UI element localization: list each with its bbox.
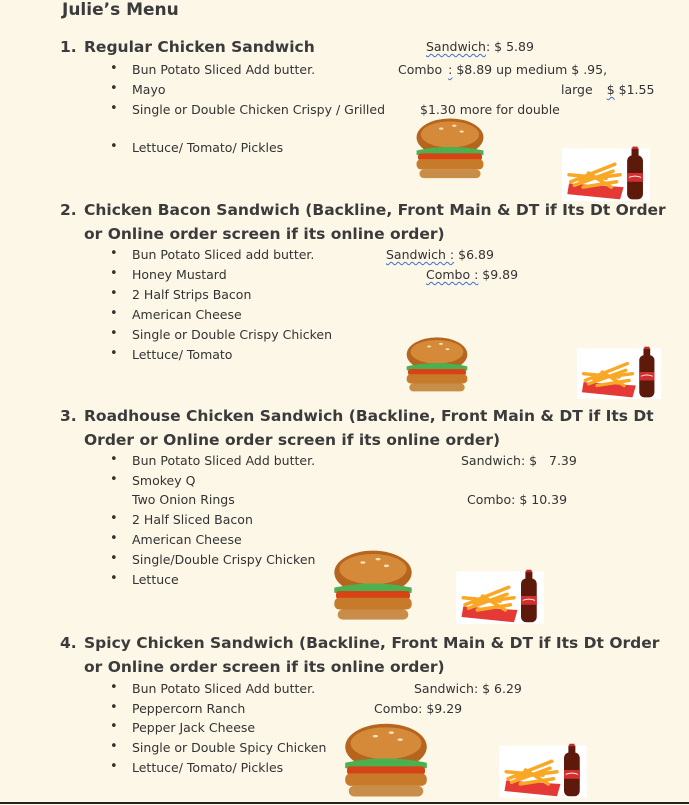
fries-and-cola-image (498, 742, 588, 798)
list-item: • Bun Potato Sliced Add butter. (110, 680, 316, 696)
section-number: 4. (60, 634, 77, 652)
roadhouse-sandwich-image (321, 549, 425, 623)
sandwich-price: Sandwich: $ 7.39 (461, 453, 577, 468)
combo-price: Combo: $9.29 (374, 701, 463, 716)
list-item: • Single or Double Chicken Crispy / Grilled (110, 101, 386, 117)
section-number: 2. (60, 201, 77, 219)
section-title: Roadhouse Chicken Sandwich (Backline, Front Main & DT if Its Dt Order or Online order screen if its online order) (84, 407, 654, 449)
page-bottom-border (0, 802, 689, 804)
list-item: • Peppercorn Ranch (110, 700, 246, 716)
section-2-heading (60, 198, 675, 246)
chicken-sandwich-image (403, 117, 497, 181)
list-item: • Lettuce/ Tomato/ Pickles (110, 139, 284, 155)
fries-and-cola-image (455, 568, 545, 624)
fries-and-cola-image (562, 140, 650, 206)
list-item: • 2 Half Sliced Bacon (110, 511, 253, 527)
sandwich-price: Sandwich: $ 6.29 (414, 681, 522, 696)
spicy-sandwich-image (333, 722, 439, 800)
section-title: Regular Chicken Sandwich (84, 38, 315, 56)
list-item: • Lettuce/ Tomato (110, 346, 233, 362)
section-4-heading (60, 631, 675, 679)
list-item: • Lettuce/ Tomato/ Pickles (110, 759, 284, 775)
list-item-continuation: Two Onion Rings (132, 492, 235, 507)
list-item: • Single or Double Crispy Chicken (110, 326, 332, 342)
list-item: • Honey Mustard (110, 266, 227, 282)
page-title: Julie’s Menu (62, 0, 179, 20)
combo-price: Combo: $ 10.39 (467, 492, 568, 507)
list-item: • Smokey Q (110, 472, 196, 488)
combo-price: Combo : $9.89 (426, 267, 519, 282)
list-item: • Bun Potato Sliced Add butter. (110, 61, 316, 77)
combo-price: Combo : $8.89 up medium $ .95, (398, 62, 608, 77)
sandwich-price: Sandwich: $ 5.89 (426, 39, 534, 54)
list-item: • American Cheese (110, 306, 242, 322)
list-item: • 2 Half Strips Bacon (110, 286, 252, 302)
bacon-sandwich-image (403, 336, 471, 394)
sandwich-price: Sandwich : $6.89 (386, 247, 494, 262)
list-item: • American Cheese (110, 531, 242, 547)
list-item: • Pepper Jack Cheese (110, 719, 256, 735)
fries-and-cola-image (575, 345, 663, 399)
large-price: large $ $1.55 (561, 82, 655, 97)
section-number: 1. (60, 38, 77, 56)
section-number: 3. (60, 407, 77, 425)
double-note: $1.30 more for double (420, 102, 560, 117)
list-item: • Bun Potato Sliced Add butter. (110, 452, 316, 468)
section-1-heading (60, 35, 675, 59)
list-item: • Mayo (110, 81, 166, 97)
list-item: • Single or Double Spicy Chicken (110, 739, 327, 755)
list-item: • Bun Potato Sliced add butter. (110, 246, 315, 262)
list-item: • Lettuce (110, 571, 179, 587)
section-title: Chicken Bacon Sandwich (Backline, Front Main & DT if Its Dt Order or Online order screen if its online order) (84, 201, 666, 243)
section-3-heading (60, 404, 675, 452)
list-item: • Single/Double Crispy Chicken (110, 551, 316, 567)
section-title: Spicy Chicken Sandwich (Backline, Front Main & DT if Its Dt Order or Online order screen if its online order) (84, 634, 660, 676)
